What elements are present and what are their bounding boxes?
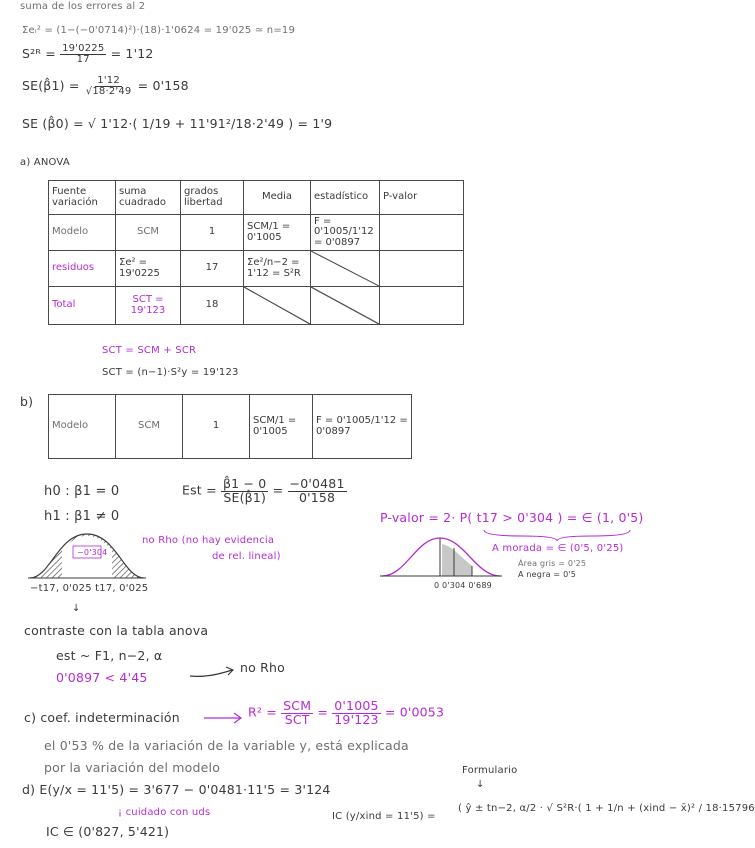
r2-equals: = [317,704,329,720]
arrow-icon [188,662,238,682]
s2r-equation [22,44,154,65]
r2-den-value: 19'123 [334,711,379,727]
est-num-value: −0'0481 [289,476,345,491]
b-cell-est: F = 0'1005/1'12 = 0'0897 [313,395,412,459]
anova-table [48,180,464,325]
se-b1-den: √18·2'49 [85,86,132,97]
cell-est-residuos-crossed [311,251,380,287]
r2-equation [248,700,444,726]
section-b-label: b) [20,394,34,409]
r2-explanation-2: por la variación del modelo [44,760,221,775]
purple-area-range: A morada = ∈ (0'5, 0'25) [492,543,624,554]
r2-num-value: 0'1005 [334,698,379,713]
est-equals: = [272,482,284,498]
cell-suma-residuos: Σe² = 19'0225 [116,251,181,287]
cell-suma-modelo: SCM [116,215,181,251]
anova-contrast-note: contraste con la tabla anova [24,623,209,638]
cell-media-residuos: Σe²/n−2 = 1'12 = S²R [244,251,311,287]
est-num: β̂1 − 0 [222,476,267,491]
no-reject-final: no Rho [240,660,285,675]
bell-critical-labels: −t17, 0'025 t17, 0'025 [30,583,149,594]
anova-model-row-table [48,394,412,459]
section-c-label: c) coef. indeterminación [24,710,180,725]
cell-est-modelo: F = 0'1005/1'12 = 0'0897 [311,215,380,251]
est-fraction-values [288,478,347,504]
cell-suma-total: SCT = 19'123 [116,287,181,325]
one-tailed-axis-labels: 0 0'304 0'689 [434,581,492,590]
header-grados: grados libertad [181,181,244,215]
intro-note: suma de los errores al 2 [20,1,146,12]
r2-result: = 0'0053 [384,704,445,720]
r2-fraction-values [332,700,380,726]
cell-gl-modelo: 1 [181,215,244,251]
b-cell-fuente: Modelo [49,395,116,459]
se-b1-num: 1'12 [97,75,120,86]
est-den: SE(β̂1) [223,489,267,505]
black-area-value: A negra = 0'5 [518,570,577,579]
header-suma: suma cuadrado [116,181,181,215]
b-cell-gl: 1 [183,395,250,459]
f-comparison: 0'0897 < 4'45 [56,670,148,685]
r2-den: SCT [284,711,310,727]
se-b1-result: = 0'158 [137,78,189,93]
table-row [49,395,412,459]
units-warning: ¡ cuidado con uds [118,807,211,818]
f-distribution: est ~ F1, n−2, α [56,648,163,663]
cell-media-total-crossed [244,287,311,325]
s2r-fraction [60,44,106,65]
cell-est-total-crossed [311,287,380,325]
cell-gl-residuos: 17 [181,251,244,287]
cell-fuente-residuos: residuos [49,251,116,287]
s2r-result: = 1'12 [110,46,154,61]
cell-pvalor-total [380,287,464,325]
alt-hypothesis: h1 : β1 ≠ 0 [44,509,120,524]
one-tailed-curve-outline [382,538,500,576]
header-pvalor: P-valor [380,181,464,215]
s2r-den: 17 [76,54,90,65]
table-row [49,287,464,325]
r2-explanation-1: el 0'53 % de la variación de la variable y, está explicada [44,738,409,753]
header-media: Media [244,181,311,215]
grey-area-value: Área gris = 0'25 [518,559,587,568]
sct-identity: SCT = SCM + SCR [102,345,197,356]
est-equation [182,478,347,504]
null-hypothesis: h0 : β1 = 0 [44,484,120,499]
no-reject-conclusion: no Rho (no hay evidencia [142,535,275,546]
se-b1-lhs: SE(β̂1) = [22,78,80,93]
se-b0-equation: SE (β̂0) = √ 1'12·( 1/19 + 11'91²/18·2'49 ) = 1'9 [22,116,333,131]
se-b1-equation [22,76,189,97]
cell-pvalor-modelo [380,215,464,251]
b-cell-suma: SCM [116,395,183,459]
p-value-brace [482,528,632,542]
down-arrow: ↓ [72,603,81,614]
brace-path [484,530,630,541]
header-estadistico: estadístico [311,181,380,215]
r2-lhs: R² = [248,704,277,720]
cell-pvalor-residuos [380,251,464,287]
cell-fuente-modelo: Modelo [49,215,116,251]
r2-num: SCM [283,698,312,713]
ic-formula: ( ŷ ± tn−2, α/2 · √ S²R·( 1 + 1/n + (xind − x̄)² / 18·15796 [458,803,755,814]
sct-formula: SCT = (n−1)·S²y = 19'123 [102,367,239,378]
arrow-right-icon [202,710,246,726]
est-den-value: 0'158 [298,489,336,505]
ic-label: IC (y/xind = 11'5) = [332,811,436,822]
b-cell-media: SCM/1 = 0'1005 [250,395,313,459]
se-b1-fraction [84,76,134,97]
r2-fraction [281,700,313,726]
formulario-label: Formulario [462,765,518,776]
table-row [49,251,464,287]
sum-errors-line: Σeᵢ² = (1−(−0'0714)²)·(18)·1'0624 = 19'025 ≃ n=19 [22,25,296,36]
p-value-equation: P-valor = 2· P( t17 > 0'304 ) = ∈ (1, 0'5) [380,510,644,525]
header-fuente: Fuente variación [49,181,116,215]
s2r-lhs: S²ᴿ = [22,46,56,61]
one-tailed-bell-curve [380,534,502,580]
est-fraction [221,478,269,504]
table-row [49,215,464,251]
grey-area-fill [442,544,472,576]
cell-gl-total: 18 [181,287,244,325]
s2r-num: 19'0225 [62,43,105,54]
section-a-label: a) ANOVA [20,157,70,168]
no-reject-reason: de rel. lineal) [212,551,281,562]
anova-header-row [49,181,464,215]
bell-value-label: −0'304 [77,548,108,557]
confidence-interval: IC ∈ (0'827, 5'421) [46,824,170,839]
cell-media-modelo: SCM/1 = 0'1005 [244,215,311,251]
section-d-prediction: d) E(y/x = 11'5) = 3'677 − 0'0481·11'5 = 3'124 [22,782,331,797]
est-lhs: Est = [182,482,217,498]
cell-fuente-total: Total [49,287,116,325]
formulario-arrow: ↓ [476,779,485,790]
